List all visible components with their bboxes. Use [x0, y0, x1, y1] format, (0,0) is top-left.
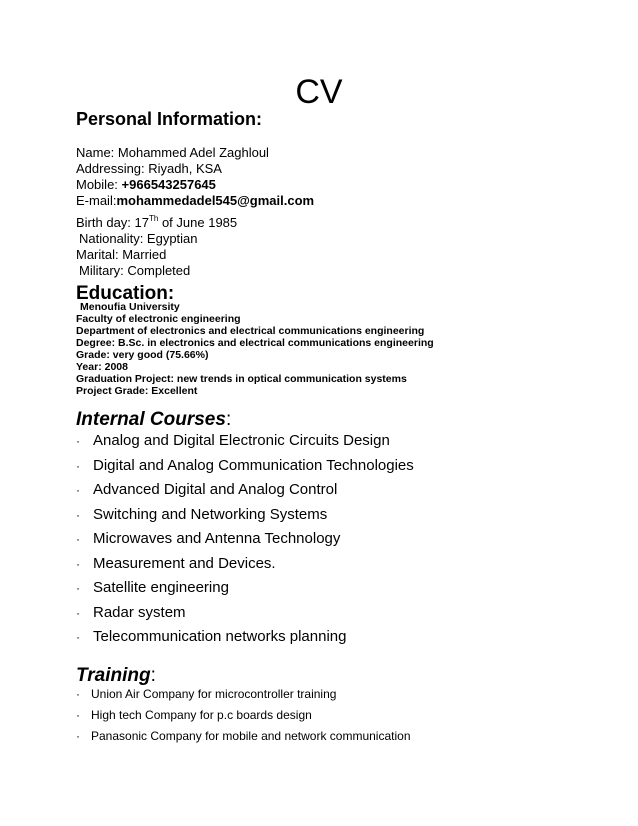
course-item [76, 481, 337, 499]
course-item [76, 506, 327, 524]
bullet-icon: · [76, 532, 80, 546]
bullet-icon: · [76, 729, 80, 743]
bullet-icon: · [76, 630, 80, 644]
training-item [76, 708, 312, 723]
birth-line [76, 215, 237, 231]
bullet-icon: · [76, 459, 80, 473]
address-label: Addressing: [76, 161, 149, 176]
courses-heading-colon: : [225, 409, 232, 430]
bullet-icon: · [76, 508, 80, 522]
training-item-label: Panasonic Company for mobile and network communication [91, 729, 411, 743]
edu-grade: Grade: very good (75.66%) [76, 349, 209, 361]
course-item [76, 457, 414, 475]
name-line [76, 145, 269, 161]
courses-heading-text: Internal Courses [76, 409, 226, 430]
marital-line: Marital: Married [76, 247, 167, 262]
name-value: Mohammed Adel Zaghloul [117, 145, 269, 160]
email-line [76, 193, 314, 209]
personal-heading: Personal Information: [76, 109, 263, 129]
training-item-label: Union Air Company for microcontroller training [91, 687, 337, 701]
address-line [76, 161, 222, 177]
edu-project-grade: Project Grade: Excellent [76, 385, 198, 397]
bullet-icon: · [76, 708, 80, 722]
training-heading-colon: : [150, 665, 156, 686]
bullet-icon: · [76, 687, 80, 701]
bullet-icon: · [76, 434, 80, 448]
course-item-label: Digital and Analog Communication Technologies [93, 457, 414, 474]
course-item-label: Radar system [93, 604, 186, 621]
email-label: E-mail: [76, 193, 117, 208]
cv-title: CV [295, 73, 343, 111]
courses-heading [76, 409, 231, 431]
training-item-label: High tech Company for p.c boards design [91, 708, 312, 722]
course-item-label: Measurement and Devices. [93, 555, 276, 572]
birth-rest: of June 1985 [158, 215, 238, 230]
course-item-label: Satellite engineering [93, 579, 229, 596]
edu-department: Department of electronics and electrical communications engineering [76, 325, 425, 337]
edu-university: Menoufia University [80, 301, 180, 313]
course-item [76, 579, 229, 597]
nationality-line: Nationality: Egyptian [79, 231, 198, 246]
edu-degree: Degree: B.Sc. in electronics and electrical communications engineering [76, 337, 434, 349]
name-label: Name: [76, 145, 118, 160]
education-heading: Education: [76, 283, 175, 304]
bullet-icon: · [76, 606, 80, 620]
training-item [76, 687, 336, 702]
birth-sup: Th [149, 214, 159, 223]
course-item [76, 604, 186, 622]
course-item-label: Analog and Digital Electronic Circuits Design [93, 432, 390, 449]
mobile-value: +966543257645 [121, 177, 216, 192]
training-item [76, 729, 411, 744]
course-item [76, 530, 340, 548]
course-item-label: Switching and Networking Systems [93, 506, 328, 523]
address-value: Riyadh, KSA [148, 161, 222, 176]
course-item-label: Advanced Digital and Analog Control [93, 481, 338, 498]
course-item-label: Telecommunication networks planning [93, 628, 347, 645]
training-heading-text: Training [76, 665, 151, 686]
training-heading [76, 665, 156, 687]
mobile-line [76, 177, 216, 193]
bullet-icon: · [76, 581, 80, 595]
email-value: mohammedadel545@gmail.com [116, 193, 315, 208]
course-item-label: Microwaves and Antenna Technology [93, 530, 341, 547]
birth-label: Birth day: 17 [76, 215, 149, 230]
edu-year: Year: 2008 [76, 361, 128, 373]
mobile-label: Mobile: [76, 177, 122, 192]
course-item [76, 555, 276, 573]
bullet-icon: · [76, 483, 80, 497]
course-item [76, 628, 346, 646]
bullet-icon: · [76, 557, 80, 571]
edu-faculty: Faculty of electronic engineering [76, 313, 241, 325]
military-line: Military: Completed [79, 263, 191, 278]
edu-project: Graduation Project: new trends in optical communication systems [76, 373, 407, 385]
course-item [76, 432, 390, 450]
